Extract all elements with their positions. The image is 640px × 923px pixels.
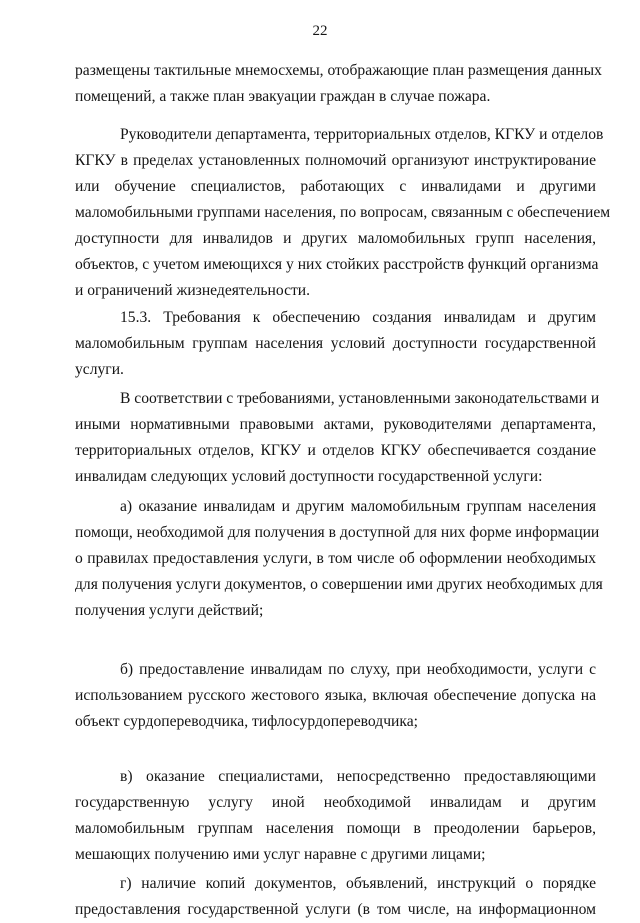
paragraph [75,305,596,383]
text-line: для получения услуги документов, о совершении ими других необходимых для [75,576,603,593]
text-line: иными нормативными правовыми актами, руководителями департамента, [75,416,596,433]
text-line: КГКУ в пределах установленных полномочий организуют инструктирование [75,152,596,169]
text-line: получения услуги действий; [75,602,264,619]
text-line: в) оказание специалистами, непосредственно предоставляющими [120,768,596,785]
paragraph [75,122,611,304]
text-line: услуги. [75,361,124,378]
text-line: использованием русского жестового языка, включая обеспечение допуска на [75,687,596,704]
text-line: территориальных отделов, КГКУ и отделов КГКУ обеспечивается создание [75,442,596,459]
text-line: предоставления государственной услуги (в том числе, на информационном [75,901,596,918]
text-line: маломобильными группами населения, по вопросам, связанным с обеспечением [75,204,611,221]
text-line: доступности для инвалидов и других маломобильных групп населения, [75,230,596,247]
text-line: маломобильным группам населения помощи в преодолении барьеров, [75,820,596,837]
paragraph [75,58,602,110]
text-line: государственную услугу иной необходимой инвалидам и другим [75,794,596,811]
text-line: объектов, с учетом имеющихся у них стойких расстройств функций организма [75,256,599,273]
text-line: Руководители департамента, территориальных отделов, КГКУ и отделов [120,126,604,143]
text-line: 15.3. Требования к обеспечению создания инвалидам и другим [120,309,596,326]
text-line: г) наличие копий документов, объявлений, инструкций о порядке [120,875,596,892]
paragraph [75,657,596,735]
page-number: 22 [312,23,328,39]
text-line: б) предоставление инвалидам по слуху, при необходимости, услуги с [120,661,596,678]
text-line: В соответствии с требованиями, установленными законодательствами и [120,390,600,407]
paragraph [75,871,596,923]
paragraph [75,386,600,490]
text-line: размещены тактильные мнемосхемы, отображающие план размещения данных [75,62,602,79]
text-line: мешающих получению ими услуг наравне с другими лицами; [75,846,486,863]
text-line: инвалидам следующих условий доступности государственной услуги: [75,468,543,485]
text-line: маломобильным группам населения условий доступности государственной [75,335,596,352]
text-line: о правилах предоставления услуги, в том числе об оформлении необходимых [75,550,596,567]
text-line: помощи, необходимой для получения в доступной для них форме информации [75,524,600,541]
text-line: объект сурдопереводчика, тифлосурдопереводчика; [75,713,418,730]
paragraph [75,764,596,868]
text-line: а) оказание инвалидам и другим маломобильным группам населения [120,498,596,515]
text-line: или обучение специалистов, работающих с инвалидами и другими [75,178,596,195]
paragraph [75,494,603,624]
text-line: и ограничений жизнедеятельности. [75,282,311,299]
text-line: помещений, а также план эвакуации граждан в случае пожара. [75,88,491,105]
